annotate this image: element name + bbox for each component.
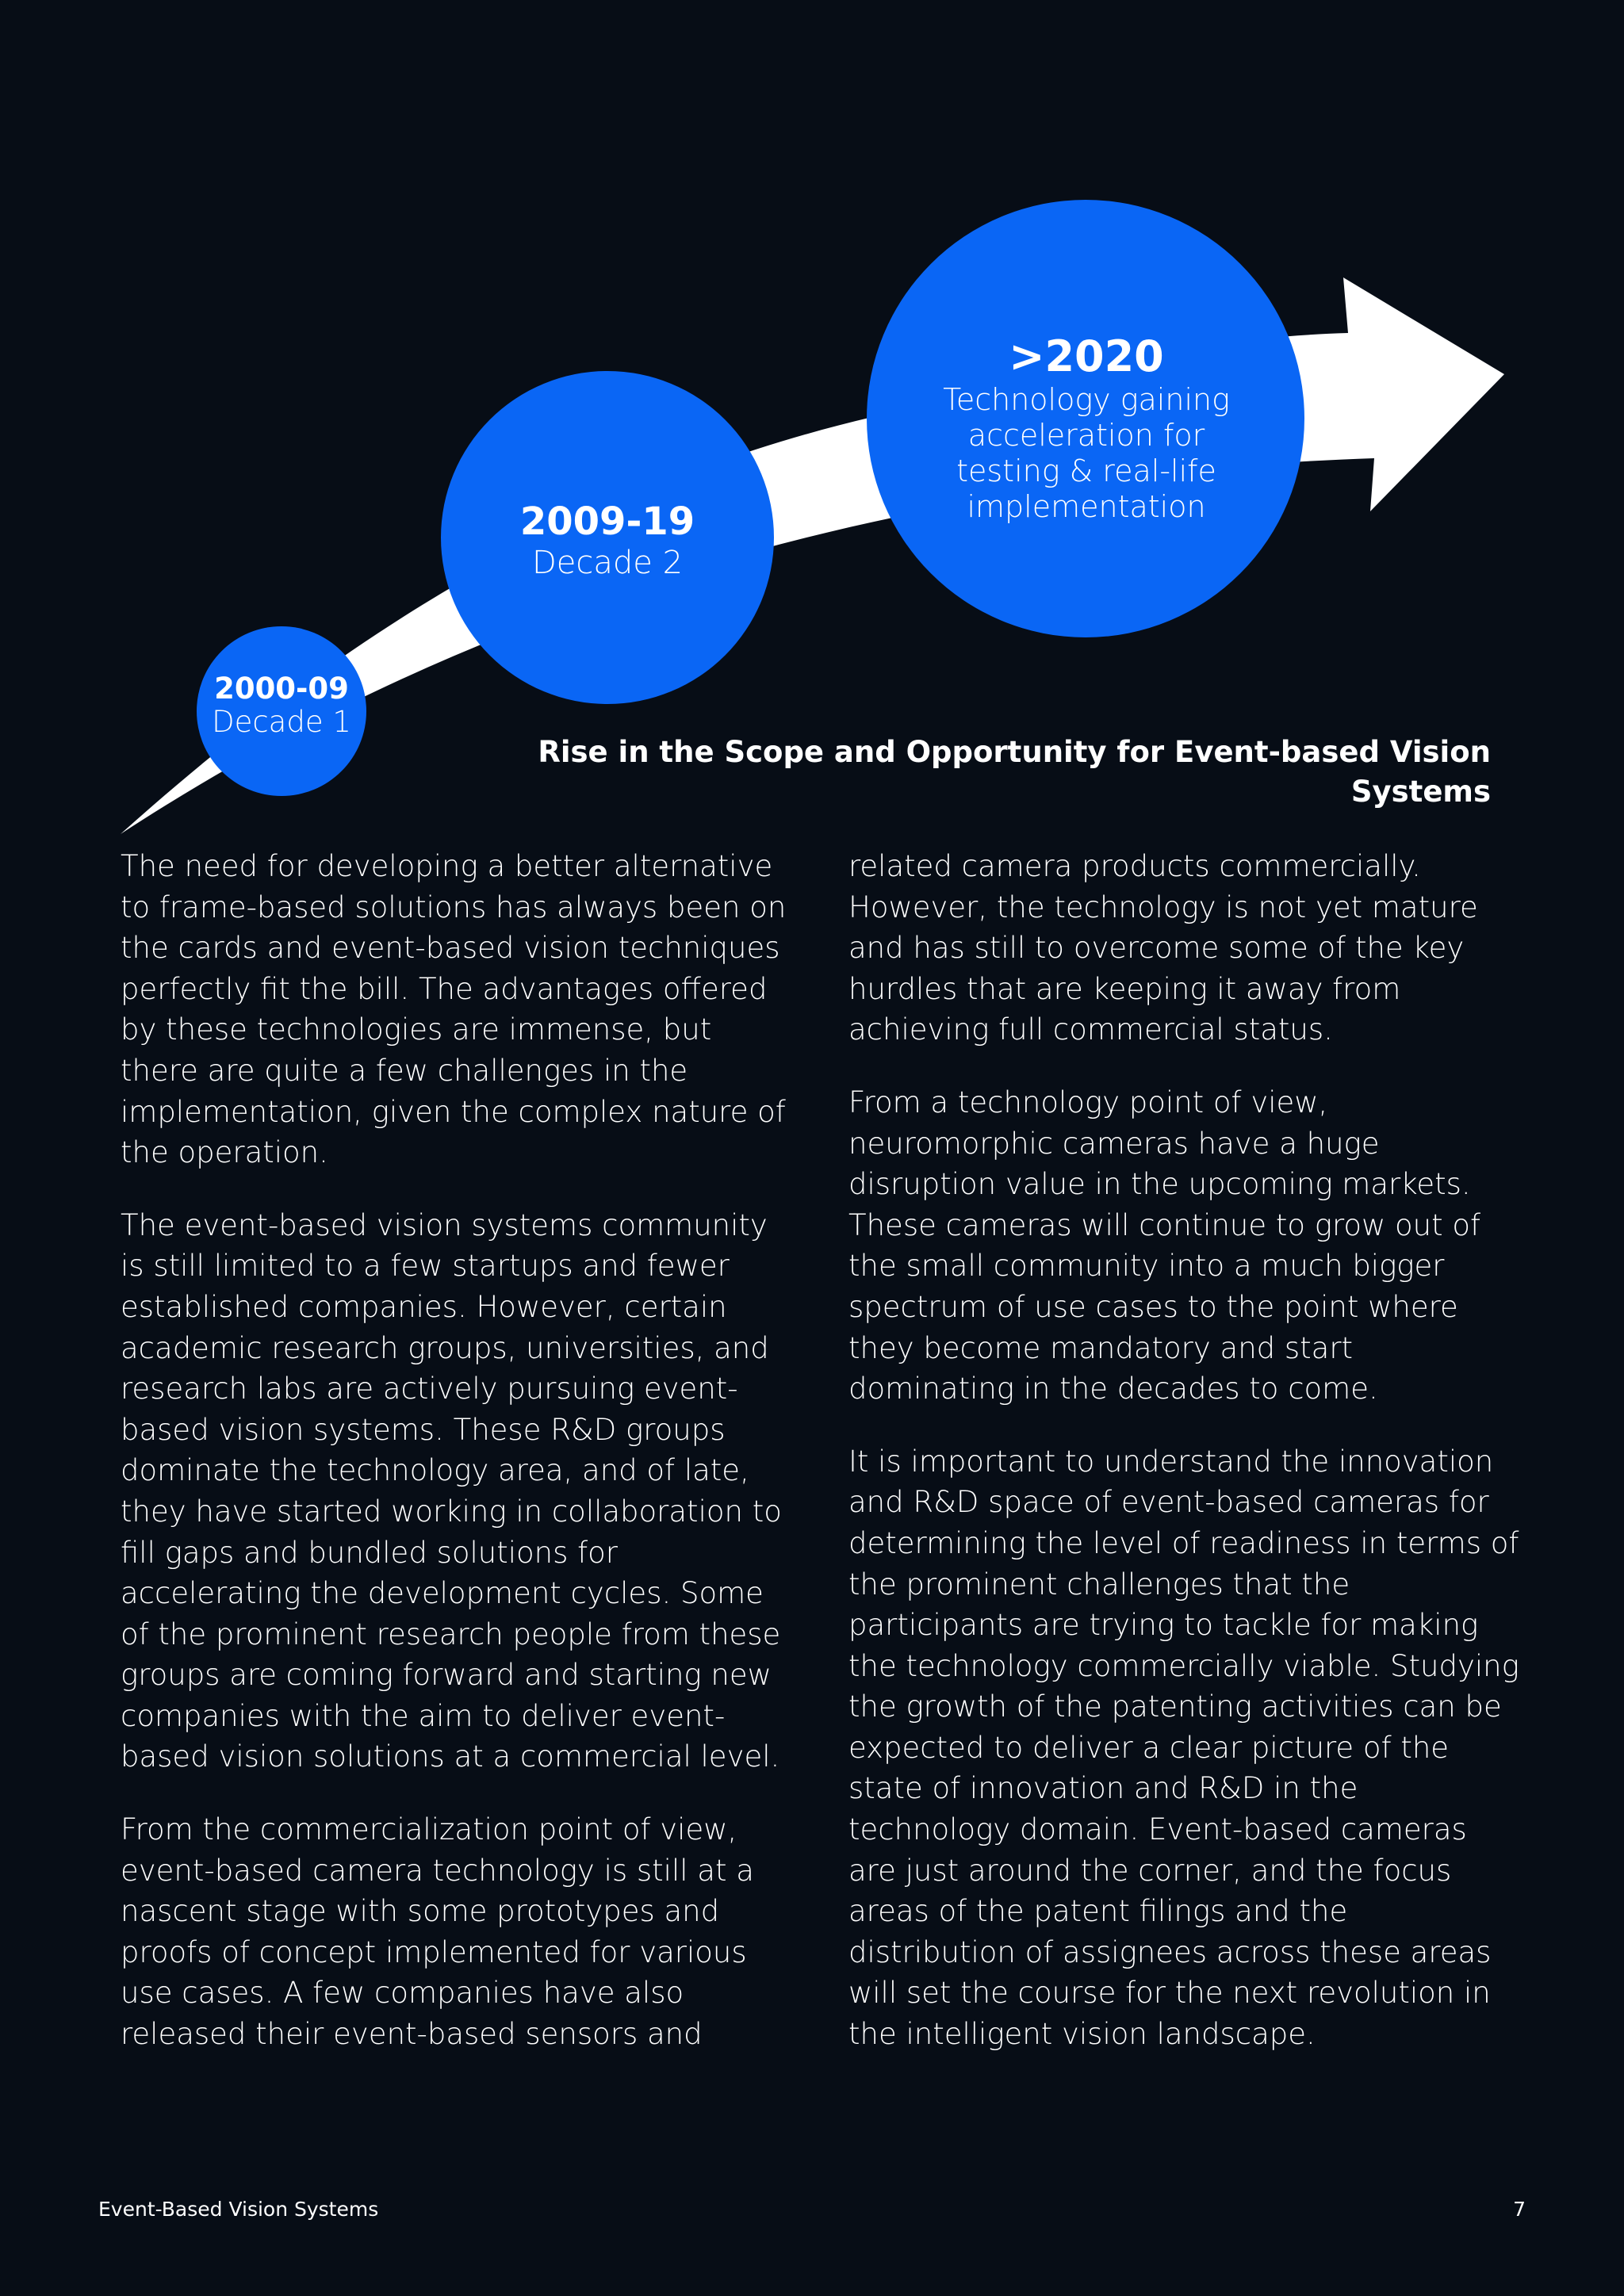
page-number: 7 [1513,2198,1526,2221]
decade-3-year: >2020 [1009,331,1164,381]
decade-3-label: Technology gaining acceleration for testing & real-life implementation [943,382,1230,524]
decade-2-year: 2009-19 [519,499,695,544]
paragraph: It is important to understand the innovation and R&D space of event-based cameras for determining the level of readiness in terms of the prominent challenges that the participants are trying to tackle for making the technology commercially viable. Studying the growth of the patenting activities can be expected to deliver a clear picture of the state of innovation and R&D in the technology domain. Event-based cameras are just around the corner, and the focus areas of the patent filings and the distribution of assignees across these areas will set the course for the next revolution in the intelligent vision landscape. [848,1444,1519,2052]
decade-1-label: Decade 1 [212,705,351,739]
left-column [121,846,795,2087]
decade-1-year: 2000-09 [214,672,349,706]
decade-2-label: Decade 2 [531,545,684,581]
right-column [848,846,1522,2087]
decade-1-text [197,672,366,739]
paragraph: The need for developing a better alternative to frame-based solutions has always been on the cards and event-based vision techniques perfectly fit the bill. The advantages offered by these technologies are immense, but there are quite a few challenges in the implementation, given the complex nature of the operation. [121,849,787,1170]
infographic-caption: Rise in the Scope and Opportunity for Event-based Vision Systems [538,735,1491,809]
decade-3-text [912,331,1261,525]
paragraph: related camera products commercially. However, the technology is not yet mature and has still to overcome some of the key hurdles that are keeping it away from achieving full commercial status. [848,849,1478,1047]
timeline-infographic [0,0,1624,872]
paragraph: The event-based vision systems community is still limited to a few startups and fewer established companies. However, certain academic research groups, universities, and research labs are actively pursuing event-based vision systems. These R&D groups dominate the technology area, and of late, they have started working in collaboration to fill gaps and bundled solutions for accelerating the development cycles. Some of the prominent research people from these groups are coming forward and starting new companies with the aim to deliver event-based vision solutions at a commercial level. [121,1207,782,1774]
paragraph: From the commercialization point of view, event-based camera technology is still at a nascent stage with some prototypes and proofs of concept implemented for various use cases. A few companies have also released their event-based sensors and [121,1812,754,2052]
decade-2-text [441,499,774,582]
footer-title: Event-Based Vision Systems [98,2198,379,2221]
paragraph: From a technology point of view, neuromorphic cameras have a huge disruption value in the upcoming markets. These cameras will continue to grow out of the small community into a much bigger spectrum of use cases to the point where they become mandatory and start dominating in the decades to come. [848,1085,1481,1406]
